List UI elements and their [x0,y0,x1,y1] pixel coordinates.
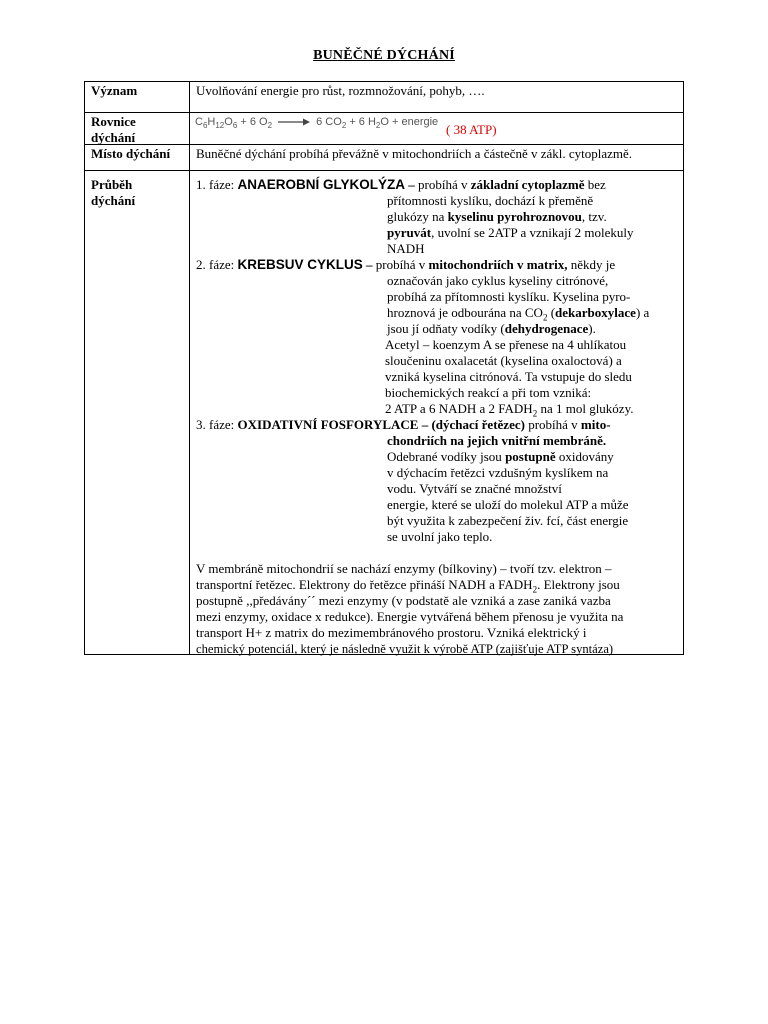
table-row-divider [84,112,684,113]
phase2-text: na 1 mol glukózy. [537,401,634,416]
eq-sub: 6 [202,121,208,131]
phase1-text: probíhá v [418,177,471,192]
reaction-arrow-icon [277,118,311,126]
phase1-line: NADH [387,241,425,256]
eq-sub: 2 [341,121,347,131]
phase2-text: ) a [635,305,650,320]
eq-sub: 2 [375,121,381,131]
eq-water: + 6 H [346,116,376,128]
row-label-prubeh-line2: dýchání [91,193,136,208]
phase3-line: chondriích na jejich vnitřní membráně. [387,433,607,448]
eq-o: O [224,116,233,128]
phase2-line [387,321,596,337]
paragraph-line: transport H+ z matrix do mezimembránového prostoru. Vzniká elektrický i [196,625,587,640]
paragraph-text: transportní řetězec. Elektrony do řetězce přináší NADH a FADH [196,577,533,592]
phase3-prefix: 3. fáze: [196,417,238,432]
paragraph-line: postupně ,,předávány´´ mezi enzymy (v podstatě ale vzniká a zase zaniká vazba [196,593,611,608]
phase2-text: ). [588,321,596,336]
eq-energy: O + energie [380,116,439,128]
phase1-line [387,209,607,225]
atp-yield: ( 38 ATP) [446,122,497,137]
phase2-text: někdy je [567,257,616,272]
phase3-text: probíhá v [524,417,581,432]
phase1-pyruvate: pyruvát [387,225,432,240]
phase1-prefix: 1. fáze: [196,177,238,192]
table-border-top [84,81,684,82]
table-row-divider [84,170,684,171]
paragraph-sub: 2 [532,584,538,595]
phase2-decarboxylation: dekarboxylace [555,305,636,320]
phase1-product: kyselinu pyrohroznovou [447,209,582,224]
phase1-name: ANAEROBNÍ GLYKOLÝZA [237,177,406,192]
phase3-text: oxidovány [555,449,614,464]
phase2-line: biochemických reakcí a při tom vzniká: [385,385,592,400]
row-label-rovnice-line1: Rovnice [91,114,136,129]
paragraph-line: chemický potenciál, který je následně využit k výrobě ATP (zajišťuje ATP syntáza) [196,642,614,656]
row-label-rovnice [91,114,136,146]
table-border-left [84,81,85,655]
eq-sub: 12 [215,121,225,131]
row-label-prubeh [91,177,135,209]
phase3-line: se uvolní jako teplo. [387,529,493,544]
phase1-dash: – [405,177,419,192]
phase1-heading [196,177,606,193]
phase2-text: ( [547,305,556,320]
phase1-text: , tzv. [581,209,607,224]
phase3-line: v dýchacím řetězci vzdušným kyslíkem na [387,465,609,480]
phase3-line: vodu. Vytváří se značné množství [387,481,562,496]
paragraph-line: mezi enzymy, oxidace x redukce). Energie vytvářená během přenosu je využita na [196,609,624,624]
phase1-text: , uvolní se 2ATP a vznikají 2 molekuly [431,225,634,240]
table-border-right [683,81,684,655]
row-text-misto: Buněčné dýchání probíhá převážně v mitochondriích a částečně v zákl. cytoplazmě. [196,146,633,161]
phase2-text: probíhá v [375,257,429,272]
phase1-location: základní cytoplazmě [470,177,585,192]
respiration-equation [195,115,438,133]
phase3-text: Odebrané vodíky jsou [387,449,506,464]
phase3-name: OXIDATIVNÍ FOSFORYLACE – (dýchací řetězec) [237,417,525,432]
row-text-vyznam: Uvolňování energie pro růst, rozmnožování, pohyb, …. [196,83,485,98]
row-label-misto: Místo dýchání [91,146,171,161]
page-title: BUNĚČNÉ DÝCHÁNÍ [313,48,455,63]
eq-h: H [207,116,216,128]
paragraph-text: . Elektrony jsou [537,577,620,592]
phase3-location: mito- [580,417,611,432]
phase1-line: přítomnosti kyslíku, dochází k přeměně [387,193,594,208]
eq-oxygen: + 6 O [237,116,268,128]
eq-sub: 6 [232,121,238,131]
phase2-text: hroznová je odbourána na CO [387,305,543,320]
phase2-sub: 2 [532,408,538,419]
table-column-divider [189,81,190,655]
phase3-gradually: postupně [505,449,556,464]
row-label-vyznam: Význam [91,83,138,98]
phase2-heading [196,257,615,273]
phase2-line: sloučeninu oxalacetát (kyselina oxaloctová) a [385,353,622,368]
eq-c: C [195,116,203,128]
phase2-location: mitochondriích v matrix, [428,257,568,272]
phase2-line: vzniká kyselina citrónová. Ta vstupuje do sledu [385,369,632,384]
phase2-prefix: 2. fáze: [196,257,238,272]
eq-co2: 6 CO [313,116,342,128]
row-label-prubeh-line1: Průběh [91,177,133,192]
phase3-line: energie, které se uloží do molekul ATP a může [387,497,629,512]
phase1-text: glukózy na [387,209,448,224]
phase3-heading [196,417,611,433]
phase1-line [387,225,634,241]
phase2-line: Acetyl – koenzym A se přenese na 4 uhlíkatou [385,337,627,352]
phase2-text: jsou jí odňaty vodíky ( [387,321,505,336]
phase3-line: být využita k zabezpečení živ. fcí, část energie [387,513,629,528]
phase3-line [387,449,614,465]
eq-sub: 2 [267,121,273,131]
phase1-text: bez [584,177,606,192]
phase2-dehydrogenation: dehydrogenace [504,321,589,336]
phase2-text: 2 ATP a 6 NADH a 2 FADH [385,401,533,416]
paragraph-line: V membráně mitochondrií se nachází enzymy (bílkoviny) – tvoří tzv. elektron – [196,561,612,576]
phase2-line: probíhá za přítomnosti kyslíku. Kyselina pyro- [387,289,631,304]
row-label-rovnice-line2: dýchání [91,130,136,145]
phase2-line: označován jako cyklus kyseliny citrónové, [387,273,609,288]
phase2-dash: – [362,257,376,272]
phase2-sub: 2 [542,312,548,323]
table-row-divider [84,144,684,145]
phase2-name: KREBSUV CYKLUS [237,257,363,272]
